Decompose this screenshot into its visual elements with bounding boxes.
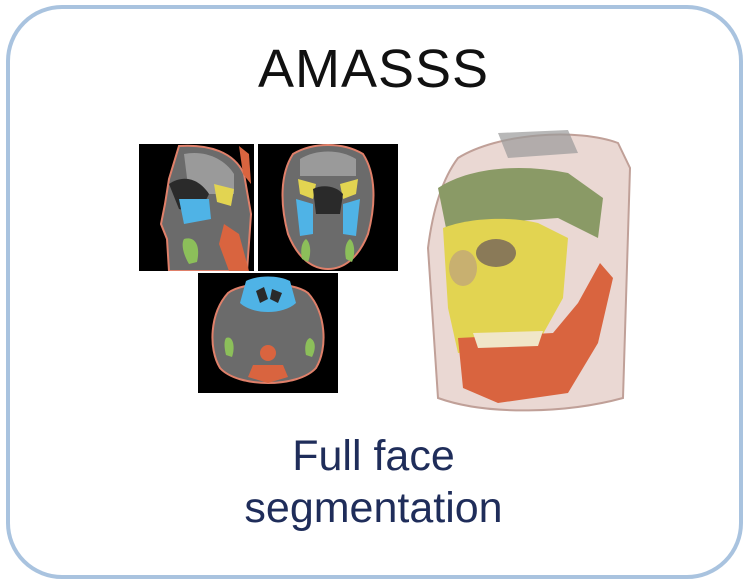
coronal-ct-slice (258, 144, 398, 271)
caption (0, 430, 747, 534)
sagittal-ct-slice (139, 144, 254, 271)
caption-line-1: Full face (292, 432, 455, 480)
3d-skull-render (418, 128, 640, 418)
caption-line-2: segmentation (244, 484, 503, 532)
page-title: AMASSS (257, 39, 490, 99)
axial-ct-slice (198, 273, 338, 393)
